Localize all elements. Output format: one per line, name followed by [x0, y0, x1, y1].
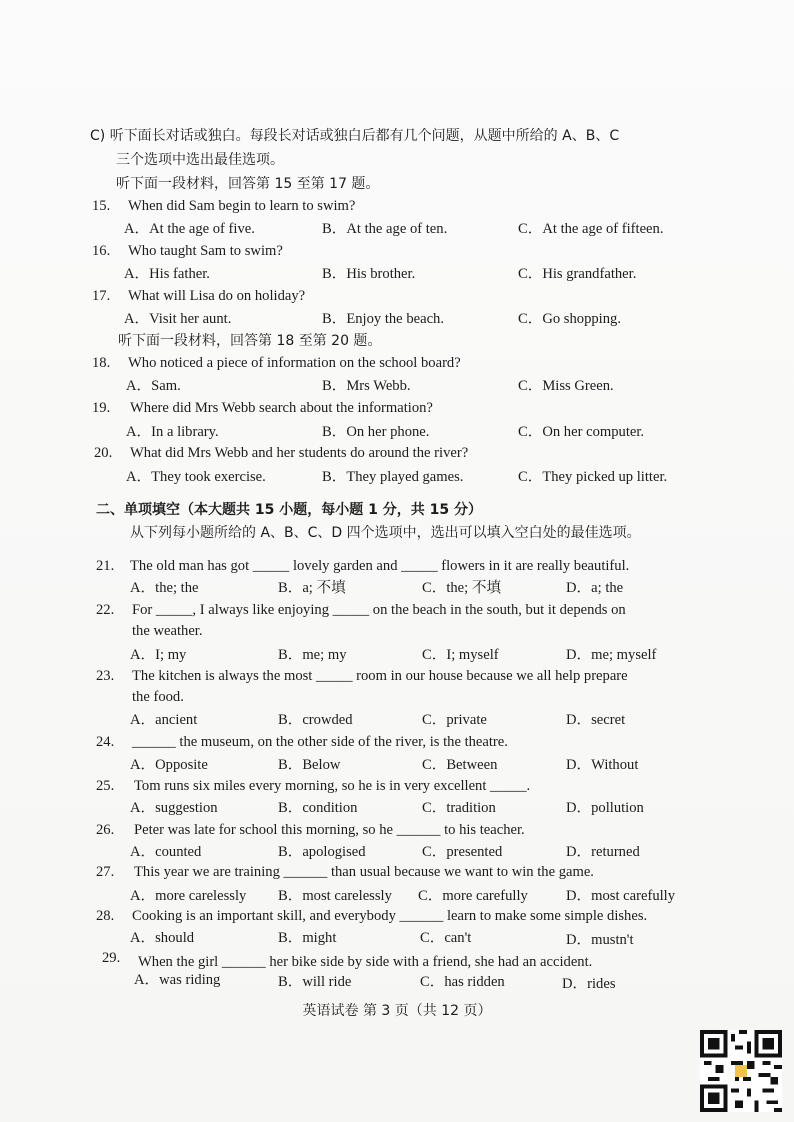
option-b: B．Mrs Webb.: [322, 378, 411, 394]
option-d: D．rides: [562, 976, 616, 992]
option-d: D．Without: [566, 757, 639, 773]
option-c: C．They picked up litter.: [518, 469, 668, 485]
option-b: B．a; 不填: [278, 580, 346, 596]
option-c: C．more carefully: [418, 888, 528, 904]
question-number: 28.: [96, 908, 115, 924]
option-a: A．suggestion: [130, 800, 218, 816]
option-a: A．At the age of five.: [124, 221, 255, 237]
question-number: 20.: [94, 445, 113, 461]
question-text-continued: the food.: [132, 689, 184, 705]
option-b: B．apologised: [278, 844, 366, 860]
question-text-continued: the weather.: [132, 623, 203, 639]
question-number: 16.: [92, 243, 111, 259]
option-c: C．At the age of fifteen.: [518, 221, 664, 237]
option-b: B．might: [278, 930, 337, 946]
option-c: C．the; 不填: [422, 580, 502, 596]
option-a: A．Sam.: [126, 378, 181, 394]
option-c: C．I; myself: [422, 647, 499, 663]
question-number: 26.: [96, 822, 115, 838]
option-b: B．On her phone.: [322, 424, 430, 440]
option-a: A．the; the: [130, 580, 199, 596]
option-d: D．pollution: [566, 800, 644, 816]
option-c: C．private: [422, 712, 487, 728]
option-b: B．crowded: [278, 712, 353, 728]
question-text: ______ the museum, on the other side of the river, is the theatre.: [132, 734, 508, 750]
page-footer: 英语试卷 第 3 页（共 12 页）: [302, 1003, 492, 1019]
section-2-title: 二、单项填空（本大题共 15 小题，每小题 1 分，共 15 分）: [96, 502, 482, 518]
option-d: D．me; myself: [566, 647, 657, 663]
option-c: C．presented: [422, 844, 503, 860]
question-text: When did Sam begin to learn to swim?: [128, 198, 356, 214]
question-number: 24.: [96, 734, 115, 750]
question-number: 22.: [96, 602, 115, 618]
question-number: 18.: [92, 355, 111, 371]
option-b: B．condition: [278, 800, 358, 816]
question-number: 17.: [92, 288, 111, 304]
question-text: What will Lisa do on holiday?: [128, 288, 306, 304]
question-text: Who taught Sam to swim?: [128, 243, 283, 259]
option-b: B．Below: [278, 757, 341, 773]
question-number: 27.: [96, 864, 115, 880]
listening-intro-18-20: 听下面一段材料，回答第 18 至第 20 题。: [118, 333, 382, 349]
option-a: A．should: [130, 930, 195, 946]
option-c: C．tradition: [422, 800, 496, 816]
option-a: A．was riding: [134, 972, 221, 988]
option-b: B．They played games.: [322, 469, 464, 485]
option-d: D．a; the: [566, 580, 624, 596]
option-b: B．me; my: [278, 647, 347, 663]
question-text: The kitchen is always the most _____ room in our house because we all help prepare: [132, 668, 628, 684]
option-a: A．counted: [130, 844, 202, 860]
question-number: 19.: [92, 400, 111, 416]
question-text: For _____, I always like enjoying _____ on the beach in the south, but it depends on: [132, 602, 626, 618]
option-c: C．Miss Green.: [518, 378, 614, 394]
question-text: When the girl ______ her bike side by side with a friend, she had an accident.: [138, 954, 593, 970]
option-a: A．I; my: [130, 647, 187, 663]
section-2-instruction: 从下列每小题所给的 A、B、C、D 四个选项中，选出可以填入空白处的最佳选项。: [130, 525, 641, 541]
option-a: A．ancient: [130, 712, 198, 728]
option-d: D．secret: [566, 712, 626, 728]
option-d: D．returned: [566, 844, 640, 860]
option-b: B．will ride: [278, 974, 352, 990]
option-a: A．more carelessly: [130, 888, 247, 904]
section-c-instruction-1: C) 听下面长对话或独白。每段长对话或独白后都有几个问题，从题中所给的 A、B、C: [90, 128, 620, 144]
section-c-instruction-2: 三个选项中选出最佳选项。: [116, 152, 284, 168]
option-a: A．They took exercise.: [126, 469, 266, 485]
question-text: Tom runs six miles every morning, so he is in very excellent _____.: [134, 778, 531, 794]
question-number: 25.: [96, 778, 115, 794]
question-text: Where did Mrs Webb search about the information?: [130, 400, 433, 416]
option-c: C．On her computer.: [518, 424, 645, 440]
question-number: 15.: [92, 198, 111, 214]
option-b: B．Enjoy the beach.: [322, 311, 444, 327]
option-d: D．most carefully: [566, 888, 676, 904]
question-text: Cooking is an important skill, and everybody ______ learn to make some simple dishes.: [132, 908, 648, 924]
option-a: A．Visit her aunt.: [124, 311, 232, 327]
question-text: Who noticed a piece of information on the school board?: [128, 355, 461, 371]
option-b: B．His brother.: [322, 266, 416, 282]
option-a: A．Opposite: [130, 757, 208, 773]
question-text: The old man has got _____ lovely garden and _____ flowers in it are really beautiful.: [130, 558, 630, 574]
option-a: A．In a library.: [126, 424, 219, 440]
option-a: A．His father.: [124, 266, 210, 282]
listening-intro-15-17: 听下面一段材料，回答第 15 至第 17 题。: [116, 176, 380, 192]
option-b: B．most carelessly: [278, 888, 392, 904]
qr-code-icon: [700, 1030, 782, 1112]
option-c: C．His grandfather.: [518, 266, 637, 282]
option-b: B．At the age of ten.: [322, 221, 448, 237]
question-text: Peter was late for school this morning, so he ______ to his teacher.: [134, 822, 525, 838]
option-c: C．Go shopping.: [518, 311, 621, 327]
option-c: C．Between: [422, 757, 498, 773]
question-text: What did Mrs Webb and her students do around the river?: [130, 445, 469, 461]
question-number: 23.: [96, 668, 115, 684]
question-number: 21.: [96, 558, 115, 574]
question-number: 29.: [102, 950, 121, 966]
question-text: This year we are training ______ than usual because we want to win the game.: [134, 864, 594, 880]
option-d: D．mustn't: [566, 932, 634, 948]
option-c: C．has ridden: [420, 974, 505, 990]
option-c: C．can't: [420, 930, 472, 946]
